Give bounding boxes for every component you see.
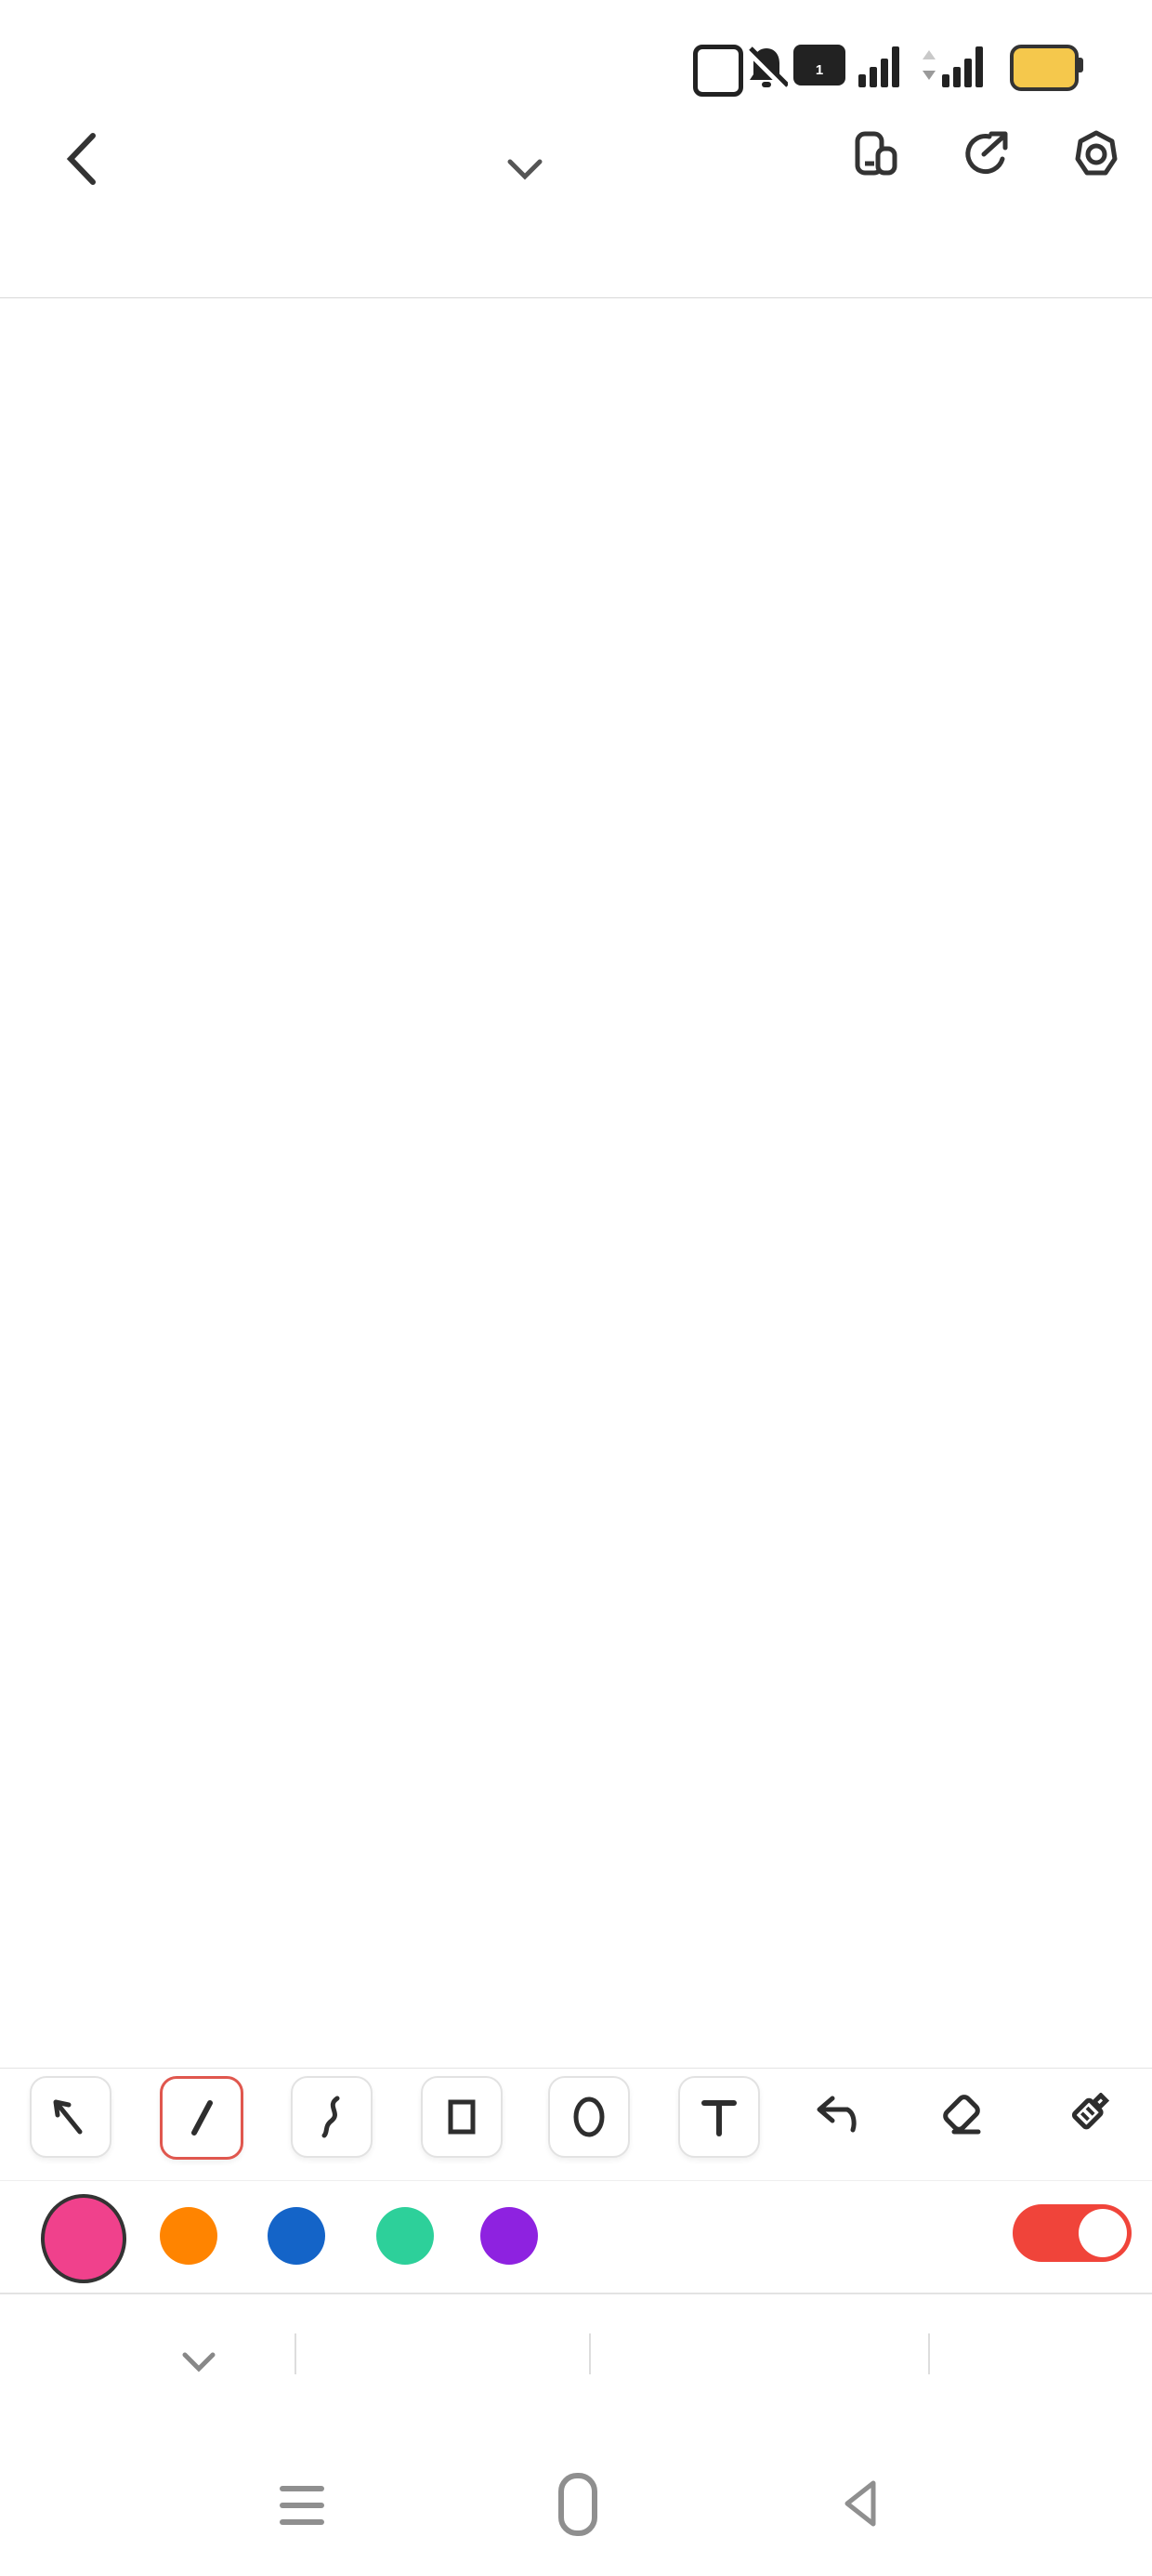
bottom-action-bar <box>0 2294 1152 2416</box>
snap-toggle[interactable] <box>1013 2204 1132 2262</box>
clear-brush-icon <box>1067 2093 1116 2137</box>
status-bar <box>0 0 1152 102</box>
text-icon <box>697 2095 741 2139</box>
ellipse-icon <box>567 2095 611 2139</box>
home-icon[interactable] <box>557 2472 598 2537</box>
divider <box>589 2333 591 2374</box>
signal-5g-icon-2 <box>940 45 1001 87</box>
period-dropdown-icon[interactable] <box>182 2352 216 2372</box>
rectangle-tool-button[interactable] <box>421 2076 503 2158</box>
multiwindow-icon[interactable] <box>850 128 902 180</box>
color-palette <box>0 2181 1152 2294</box>
back-nav-icon[interactable] <box>838 2477 881 2530</box>
share-icon[interactable] <box>962 128 1014 180</box>
drawing-toolbar <box>0 2068 1152 2181</box>
recent-apps-icon[interactable] <box>279 2483 325 2528</box>
data-activity-icon <box>922 48 936 86</box>
text-tool-button[interactable] <box>678 2076 760 2158</box>
title-dropdown-icon[interactable] <box>506 158 543 180</box>
eraser-icon <box>937 2093 986 2137</box>
pointer-tool-button[interactable] <box>30 2076 111 2158</box>
settings-icon[interactable] <box>1070 128 1122 180</box>
divider <box>928 2333 930 2374</box>
android-nav-bar <box>0 2416 1152 2576</box>
ellipse-tool-button[interactable] <box>548 2076 630 2158</box>
app-nav-bar <box>0 102 1152 228</box>
mute-icon <box>745 45 788 96</box>
snap-toggle-knob <box>1079 2209 1127 2257</box>
undo-button[interactable] <box>797 2076 875 2154</box>
color-blue[interactable] <box>268 2207 325 2265</box>
eraser-button[interactable] <box>923 2076 1001 2154</box>
undo-icon <box>812 2093 860 2137</box>
hd-call-icon: 1 <box>793 45 845 85</box>
signal-5g-icon-1 <box>857 45 918 87</box>
curve-icon <box>309 2095 354 2139</box>
color-pink-selected[interactable] <box>41 2194 126 2283</box>
color-purple[interactable] <box>480 2207 538 2265</box>
battery-nub <box>1078 58 1083 72</box>
color-green[interactable] <box>376 2207 434 2265</box>
rectangle-icon <box>439 2095 484 2139</box>
nfc-icon <box>693 45 743 97</box>
pointer-icon <box>48 2095 93 2139</box>
line-tool-button[interactable] <box>160 2076 243 2160</box>
trend-table <box>0 297 1152 2069</box>
divider <box>295 2333 296 2374</box>
curve-tool-button[interactable] <box>291 2076 373 2158</box>
color-orange[interactable] <box>160 2207 217 2265</box>
clear-all-button[interactable] <box>1053 2076 1131 2154</box>
battery-icon <box>1010 45 1079 91</box>
back-icon[interactable] <box>63 132 100 186</box>
line-icon <box>179 2096 224 2140</box>
